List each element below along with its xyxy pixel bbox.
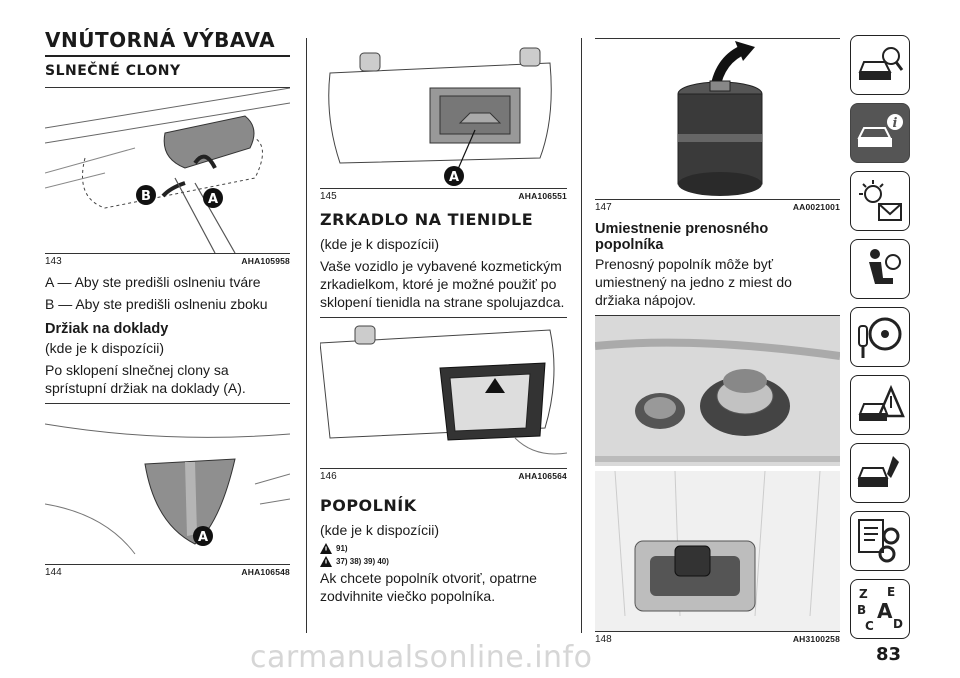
document-holder-text: Po sklopení slnečnej clony sa sprístupní držiak na doklady (A). (45, 362, 246, 396)
svg-text:B: B (857, 603, 867, 617)
svg-text:E: E (887, 585, 896, 599)
figure-147-caption (595, 199, 840, 213)
availability-note: (kde je k dispozícii) (45, 340, 165, 356)
svg-text:A: A (877, 599, 893, 623)
figure-148-caption (595, 631, 840, 645)
portable-ashtray-illustration (595, 39, 840, 199)
figure-code: AHA106548 (241, 567, 290, 577)
visor-holder-illustration (45, 404, 290, 564)
specs-gear-icon[interactable] (850, 511, 910, 571)
ashtray-heading: POPOLNÍK (320, 496, 417, 515)
ashtray-text: Ak chcete popolník otvoriť, opatrne zodvihnite viečko popolníka. (320, 570, 537, 604)
alphabet-index-icon[interactable] (850, 579, 910, 639)
figure-number: 148 (595, 634, 612, 645)
figure-145 (320, 38, 567, 202)
portable-ashtray-heading: Umiestnenie prenosného popolníka (595, 221, 769, 253)
figure-code: AHA106551 (518, 191, 567, 201)
visor-mirror-heading: ZRKADLO NA TIENIDLE (320, 210, 534, 229)
label-b: B (141, 189, 151, 204)
visor-mirror-illustration (320, 38, 567, 188)
figure-146-caption (320, 468, 567, 482)
svg-text:C: C (865, 619, 874, 633)
document-holder-heading: Držiak na doklady (45, 321, 169, 337)
svg-text:D: D (893, 617, 903, 631)
column-divider (306, 38, 307, 633)
chapter-sidebar (850, 35, 910, 647)
item-a-text: A — Aby ste predišli oslneniu tváre (45, 274, 261, 290)
airbag-seat-icon[interactable] (850, 239, 910, 299)
figure-145-caption (320, 188, 567, 202)
sun-visors-heading: SLNEČNÉ CLONY (45, 63, 181, 79)
figure-code: AH3100258 (792, 634, 840, 644)
car-info-icon[interactable] (850, 103, 910, 163)
warning-triangle-icon (320, 543, 332, 554)
figure-number: 143 (45, 256, 62, 267)
open-mirror-illustration (320, 318, 567, 468)
column-2 (320, 28, 567, 609)
sun-visor-illustration (45, 88, 290, 253)
car-service-icon[interactable] (850, 443, 910, 503)
figure-148 (595, 315, 840, 645)
item-b-text: B — Aby ste predišli oslneniu zboku (45, 296, 268, 312)
figure-143-caption (45, 253, 290, 267)
warning-ref-1: 91) (320, 543, 567, 554)
column-3 (595, 28, 840, 651)
svg-text:Z: Z (859, 587, 868, 601)
watermark: carmanualsonline.info (250, 640, 593, 675)
figure-146 (320, 317, 567, 482)
figure-144-caption (45, 564, 290, 578)
label-a: A (207, 192, 219, 207)
label-a: A (448, 170, 460, 185)
figure-147 (595, 38, 840, 213)
figure-143 (45, 87, 290, 267)
column-1 (45, 28, 290, 584)
figure-number: 144 (45, 567, 62, 578)
figure-number: 147 (595, 202, 612, 213)
figure-number: 145 (320, 191, 337, 202)
availability-note: (kde je k dispozícii) (320, 522, 440, 538)
label-a: A (197, 530, 209, 545)
title-rule (45, 55, 290, 57)
figure-number: 146 (320, 471, 337, 482)
warning-triangle-icon (320, 556, 332, 567)
portable-ashtray-text: Prenosný popolník môže byť umiestnený na jedno z miest do držiaka nápojov. (595, 256, 792, 308)
warning-lights-icon[interactable] (850, 171, 910, 231)
column-divider (581, 38, 582, 633)
svg-text:i: i (892, 116, 898, 131)
section-title: VNÚTORNÁ VÝBAVA (45, 28, 276, 52)
figure-code: AHA106564 (518, 471, 567, 481)
figure-code: AA0021001 (792, 202, 840, 212)
visor-mirror-text: Vaše vozidlo je vybavené kozmetickým zrkadielkom, ktoré je možné použiť po sklopení tienidla na strane spolujazdca. (320, 258, 565, 310)
cupholder-photo-illustration (595, 316, 840, 631)
car-search-icon[interactable] (850, 35, 910, 95)
breakdown-triangle-icon[interactable] (850, 375, 910, 435)
warning-ref-2: 37) 38) 39) 40) (320, 556, 567, 567)
figure-144 (45, 403, 290, 578)
steering-key-icon[interactable] (850, 307, 910, 367)
figure-code: AHA105958 (241, 256, 290, 266)
availability-note: (kde je k dispozícii) (320, 236, 440, 252)
page-number: 83 (876, 644, 902, 665)
